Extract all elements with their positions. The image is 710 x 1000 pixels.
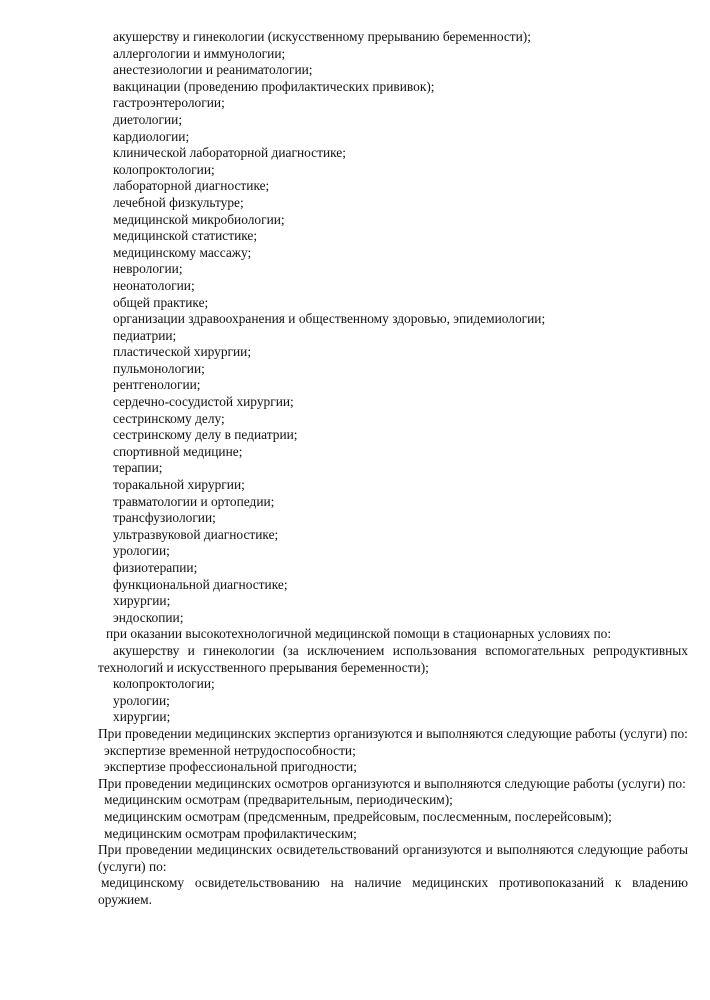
section-heading: При проведении медицинских осмотров организуются и выполняются следующие работы (услуги) по: xyxy=(98,775,686,791)
list-item: педиатрии; xyxy=(113,327,177,343)
list-item: экспертизе временной нетрудоспособности; xyxy=(104,742,356,758)
list-item: функциональной диагностике; xyxy=(113,576,288,592)
list-item: акушерству и гинекологии (за исключением использования вспомогательных репродуктивных технологий и искусственного прерывания беременности); xyxy=(98,642,688,675)
list-item: сестринскому делу; xyxy=(113,410,225,426)
list-item: медицинскому массажу; xyxy=(113,244,252,260)
list-item: рентгенологии; xyxy=(113,377,201,393)
certification-section xyxy=(98,842,688,908)
list-item: пульмонологии; xyxy=(113,360,205,376)
list-item: сестринскому делу в педиатрии; xyxy=(113,427,298,443)
list-item: диетологии; xyxy=(113,111,183,127)
list-item: клинической лабораторной диагностике; xyxy=(113,145,346,161)
list-item: медицинским осмотрам (предварительным, периодическим); xyxy=(104,792,453,808)
section-heading: При проведении медицинских экспертиз организуются и выполняются следующие работы (услуги) по: xyxy=(98,725,688,741)
section-heading: При проведении медицинских освидетельствований организуются и выполняются следующие работы (услуги) по: xyxy=(98,842,688,874)
list-item: аллергологии и иммунологии; xyxy=(113,45,286,61)
list-item: ультразвуковой диагностике; xyxy=(113,526,279,542)
list-item: колопроктологии; xyxy=(113,161,215,177)
list-item: хирургии; xyxy=(113,593,171,609)
list-item: неонатологии; xyxy=(113,277,195,293)
list-item: медицинской статистике; xyxy=(113,228,258,244)
list-item: травматологии и ортопедии; xyxy=(113,493,275,509)
list-item: кардиологии; xyxy=(113,128,190,144)
list-item: трансфузиологии; xyxy=(113,510,216,526)
list-item: анестезиологии и реаниматологии; xyxy=(113,62,313,78)
list-item: эндоскопии; xyxy=(113,609,184,625)
list-item: терапии; xyxy=(113,460,163,476)
document-page xyxy=(98,29,688,908)
list-item: физиотерапии; xyxy=(113,560,198,575)
high-tech-section xyxy=(98,626,688,726)
list-item: колопроктологии; xyxy=(113,676,215,692)
list-item: торакальной хирургии; xyxy=(113,477,245,493)
list-item: урологии; xyxy=(113,543,170,559)
list-item: гастроэнтерологии; xyxy=(113,95,225,111)
section-heading: при оказании высокотехнологичной медицинской помощи в стационарных условиях по: xyxy=(106,626,612,642)
list-item: вакцинации (проведению профилактических прививок); xyxy=(113,78,435,94)
list-item: сердечно-сосудистой хирургии; xyxy=(113,394,294,410)
list-item: медицинским осмотрам профилактическим; xyxy=(104,825,357,841)
expertise-section xyxy=(98,726,688,776)
list-item: лабораторной диагностике; xyxy=(113,178,270,194)
list-item: общей практике; xyxy=(113,294,209,310)
list-item: медицинским осмотрам (предсменным, предрейсовым, послесменным, послерейсовым); xyxy=(104,808,612,824)
list-item: лечебной физкультуре; xyxy=(113,194,244,210)
list-item: организации здравоохранения и общественному здоровью, эпидемиологии; xyxy=(113,311,546,327)
primary-services-list xyxy=(98,29,688,626)
list-item: пластической хирургии; xyxy=(113,344,252,360)
list-item: неврологии; xyxy=(113,261,183,277)
examinations-section xyxy=(98,776,688,842)
list-item: акушерству и гинекологии (искусственному прерыванию беременности); xyxy=(113,29,531,44)
list-item: хирургии; xyxy=(113,709,171,725)
list-item: медицинскому освидетельствованию на наличие медицинских противопоказаний к владению оружием. xyxy=(98,875,688,907)
list-item: экспертизе профессиональной пригодности; xyxy=(104,759,357,775)
list-item: спортивной медицине; xyxy=(113,443,243,459)
list-item: медицинской микробиологии; xyxy=(113,211,285,227)
list-item: урологии; xyxy=(113,692,170,708)
